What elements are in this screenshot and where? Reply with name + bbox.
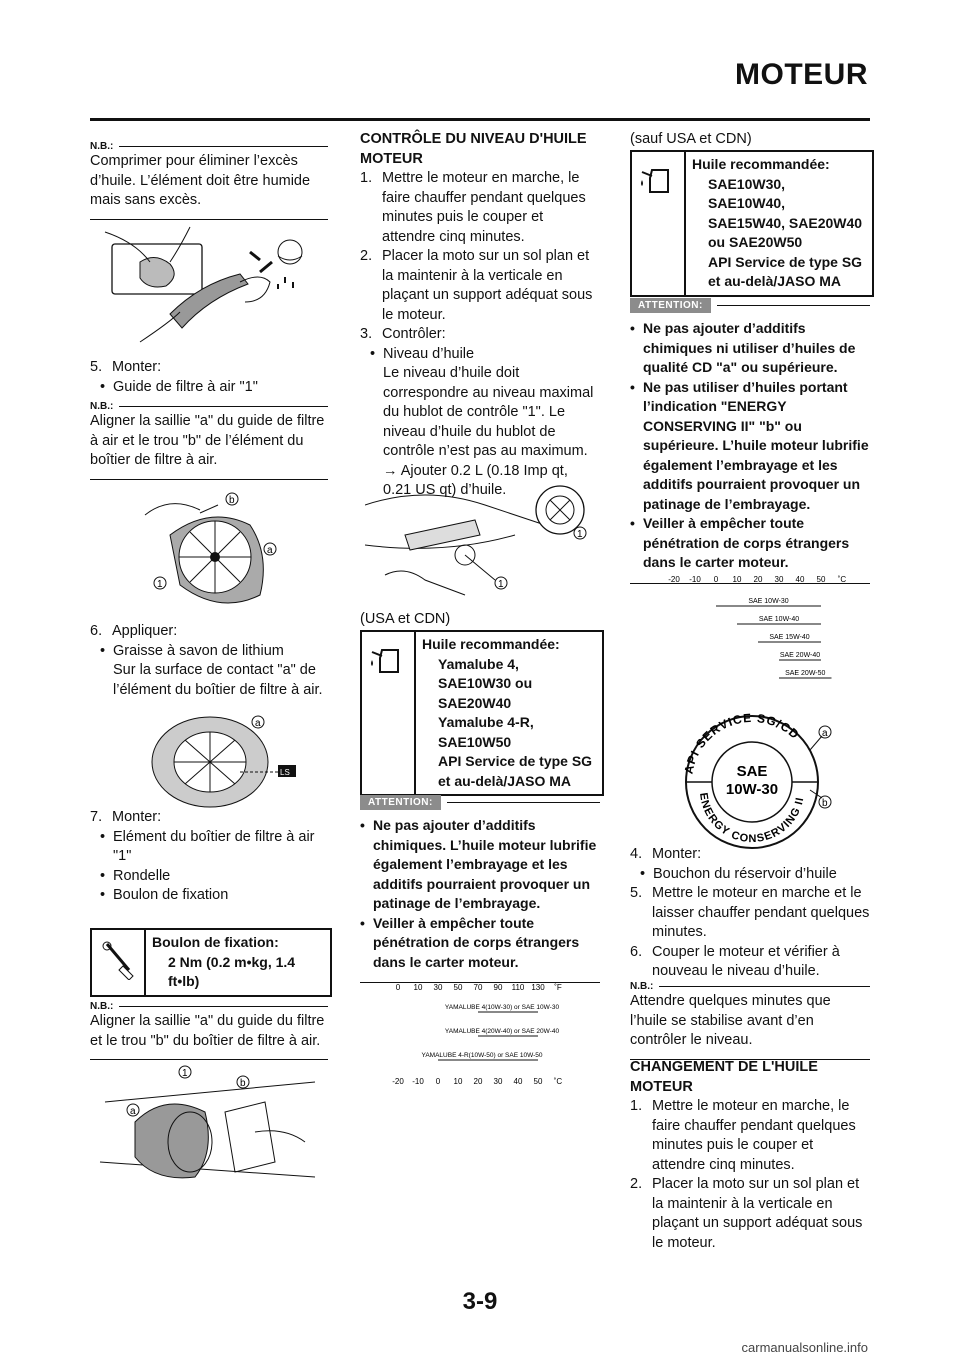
figure-oil-window xyxy=(365,475,595,600)
chart-c-tick: ˚C xyxy=(553,1077,563,1086)
non-usa-label: (sauf USA et CDN) xyxy=(630,131,752,147)
oil-spec-title: Huile recommandée: xyxy=(422,636,560,652)
col1-step5: 5. Monter: • Guide de filtre à air "1" xyxy=(90,359,258,395)
badge-label-a: a xyxy=(822,728,828,739)
nb-text: Aligner la saillie "a" du guide du filtre et le trou "b" du boîtier de filtre à air. xyxy=(90,1012,328,1060)
badge-bottom-text: ENERGY CONSERVING II xyxy=(696,791,807,846)
attention-label: ATTENTION: xyxy=(630,298,711,313)
oil-temp-chart-non-usa xyxy=(660,570,860,690)
col3-steps: 4. Monter: • Bouchon du réservoir d’huile 5. Mettre le moteur en marche et le laisser chauffer pendant quelques minutes. 6. Couper le moteur et vérifier à nouveau le niveau d’huile. xyxy=(630,846,870,979)
chart-f-tick: 10 xyxy=(413,983,423,992)
figure-filter-box xyxy=(95,1062,325,1187)
nb-label: N.B.: xyxy=(90,140,114,152)
section-heading: CHANGEMENT DE L'HUILE MOTEUR xyxy=(630,1059,818,1095)
usa-label: (USA et CDN) xyxy=(360,611,451,627)
nb-text: Comprimer pour éliminer l’excès d’huile. L’élément doit être humide mais sans excès. xyxy=(90,152,328,220)
lube-symbol: LS xyxy=(280,768,290,777)
fig-label-1: 1 xyxy=(157,579,163,590)
chart-bar-label: SAE 10W-40 xyxy=(758,616,800,623)
chart-bar-label: SAE 15W-40 xyxy=(769,634,810,641)
chart-c-tick: 50 xyxy=(816,575,826,584)
chart-c-tick: -20 xyxy=(392,1077,404,1086)
chart-c-tick: 20 xyxy=(473,1077,483,1086)
oil-temp-chart-usa xyxy=(380,978,580,1088)
figure-grease-element xyxy=(140,712,300,812)
nb-label: N.B.: xyxy=(90,400,114,412)
chart-c-tick: 40 xyxy=(795,575,805,584)
attention-box-usa: ATTENTION: • Ne pas ajouter d’additifs chimiques. L’huile moteur lubrifie également l’embrayage et les additifs pourraient provoquer un patinage de l’embrayage. • Veiller à empêcher toute pénétration de corps étrangers dans le carter moteur. xyxy=(360,795,600,983)
chart-c-tick: 10 xyxy=(453,1077,463,1086)
chart-bar-label: YAMALUBE 4(20W-40) or SAE 20W-40 xyxy=(444,1028,560,1035)
col1-nb3 xyxy=(90,1000,328,1060)
fig-label-1: 1 xyxy=(182,1068,188,1079)
chart-c-tick: -20 xyxy=(668,575,680,584)
fig-label-1: 1 xyxy=(577,529,583,540)
chart-f-tick: 90 xyxy=(493,983,503,992)
chart-c-tick: 30 xyxy=(493,1077,503,1086)
badge-grade: 10W-30 xyxy=(725,781,779,798)
col1-nb1 xyxy=(90,140,328,220)
chart-bar-label: SAE 20W-50 xyxy=(785,670,826,677)
chart-bar-label: YAMALUBE 4-R(10W-50) or SAE 10W-50 xyxy=(421,1052,543,1059)
badge-sae: SAE xyxy=(736,763,768,780)
nb-label: N.B.: xyxy=(630,980,654,992)
badge-label-b: b xyxy=(822,798,828,809)
chart-c-tick: 30 xyxy=(774,575,784,584)
chart-c-tick: -10 xyxy=(689,575,701,584)
fig-label-b: b xyxy=(240,1078,246,1089)
oil-spec-title: Huile recommandée: xyxy=(692,156,830,172)
chart-c-tick: 0 xyxy=(435,1077,441,1086)
oil-can-icon xyxy=(362,632,416,794)
nb-text: Aligner la saillie "a" du guide de filtre à air et le trou "b" de l’élément du boîtier de filtre à air. xyxy=(90,412,328,480)
chart-f-tick: ˚F xyxy=(554,983,562,992)
chart-c-tick: ˚C xyxy=(837,575,847,584)
nb-text: Attendre quelques minutes que l’huile se stabilise avant d’en contrôler le niveau. xyxy=(630,992,870,1060)
chart-c-tick: -10 xyxy=(412,1077,424,1086)
section-heading: CONTRÔLE DU NIVEAU D'HUILE MOTEUR xyxy=(360,131,587,167)
figure-filter-guide xyxy=(140,485,290,613)
fig-label-a: a xyxy=(267,545,273,556)
nb-label: N.B.: xyxy=(90,1000,114,1012)
fig-label-a: a xyxy=(130,1106,136,1117)
badge-top-text: API SERVICE SG/CD xyxy=(681,710,803,776)
chart-c-tick: 40 xyxy=(513,1077,523,1086)
header-rule xyxy=(90,118,870,121)
attention-label: ATTENTION: xyxy=(360,795,441,810)
torque-title: Boulon de fixation: xyxy=(152,934,279,950)
chart-f-tick: 0 xyxy=(395,983,401,992)
chart-f-tick: 70 xyxy=(473,983,483,992)
col3-nb xyxy=(630,980,870,1060)
oil-spec-usa: Huile recommandée: Yamalube 4, SAE10W30 ou SAE20W40 Yamalube 4-R, SAE10W50 API Service de type SG et au-delà/JASO MA xyxy=(360,630,604,796)
chart-f-tick: 110 xyxy=(511,983,525,992)
col1-step7: 7. Monter: • Elément du boîtier de filtre à air "1" • Rondelle • Boulon de fixation xyxy=(90,809,315,903)
fig-label-a: a xyxy=(255,718,261,729)
chart-c-tick: 20 xyxy=(753,575,763,584)
chart-bar-label: YAMALUBE 4(10W-30) or SAE 10W-30 xyxy=(444,1004,560,1011)
chart-c-tick: 50 xyxy=(533,1077,543,1086)
fig-label-1: 1 xyxy=(498,579,504,590)
chart-f-tick: 130 xyxy=(531,983,545,992)
arrow-icon: → xyxy=(383,462,398,479)
chart-bar-label: SAE 20W-40 xyxy=(779,652,821,659)
col1-nb2 xyxy=(90,400,328,480)
oil-can-icon xyxy=(632,152,686,295)
chart-f-tick: 50 xyxy=(453,983,463,992)
page-title: MOTEUR xyxy=(735,58,868,91)
fig-label-b: b xyxy=(229,495,235,506)
chart-bar-label: SAE 10W-30 xyxy=(748,598,789,605)
torque-wrench-icon xyxy=(92,930,146,995)
torque-value: 2 Nm (0.2 m•kg, 1.4 ft•lb) xyxy=(168,953,296,989)
api-service-badge xyxy=(670,710,840,850)
chart-c-tick: 0 xyxy=(713,575,719,584)
col3-oil-change: CHANGEMENT DE L'HUILE MOTEUR 1. Mettre le moteur en marche, le faire chauffer pendant quelques minutes puis le couper et attendre cinq minutes. 2. Placer la moto sur un sol plan et la maintenir à la verticale en plaçant un support adéquat sous le moteur. xyxy=(630,1058,870,1253)
figure-squeeze-element xyxy=(100,222,328,350)
col2-oil-check: CONTRÔLE DU NIVEAU D'HUILE MOTEUR 1. Mettre le moteur en marche, le faire chauffer pendant quelques minutes puis le couper et attendre cinq minutes. 2. Placer la moto sur un sol plan et la maintenir à la verticale en plaçant un support adéquat sous le moteur. 3. Contrôler: • Niveau d’huile Le niveau d’huile doit correspondre au niveau maximal du hublot de contrôle "1". Le niveau d’huile du hublot de contrôle n’est pas au maximum. → Ajouter 0.2 L (0.18 Imp qt, 0.21 US qt) d’huile. xyxy=(360,130,600,501)
chart-c-tick: 10 xyxy=(732,575,742,584)
page-number: 3-9 xyxy=(462,1288,498,1315)
oil-spec-non-usa: Huile recommandée: SAE10W30, SAE10W40, SAE15W40, SAE20W40 ou SAE20W50 API Service de type SG et au-delà/JASO MA xyxy=(630,150,874,297)
torque-spec-box xyxy=(90,928,332,997)
watermark: carmanualsonline.info xyxy=(741,1340,868,1355)
col1-step6: 6. Appliquer: • Graisse à savon de lithium Sur la surface de contact "a" de l’élément du boîtier de filtre à air. xyxy=(90,623,323,698)
attention-box-non-usa: ATTENTION: • Ne pas ajouter d’additifs chimiques ni utiliser d’huiles de qualité CD "a" ou supérieure. • Ne pas utiliser d’huiles portant l’indication "ENERGY CONSERVING II" "b" ou supérieure. L’huile moteur lubrifie également l’embrayage et les additifs pourraient provoquer un patinage de l’embrayage. • Veiller à empêcher toute pénétration de corps étrangers dans le carter moteur. xyxy=(630,298,870,584)
chart-f-tick: 30 xyxy=(433,983,443,992)
